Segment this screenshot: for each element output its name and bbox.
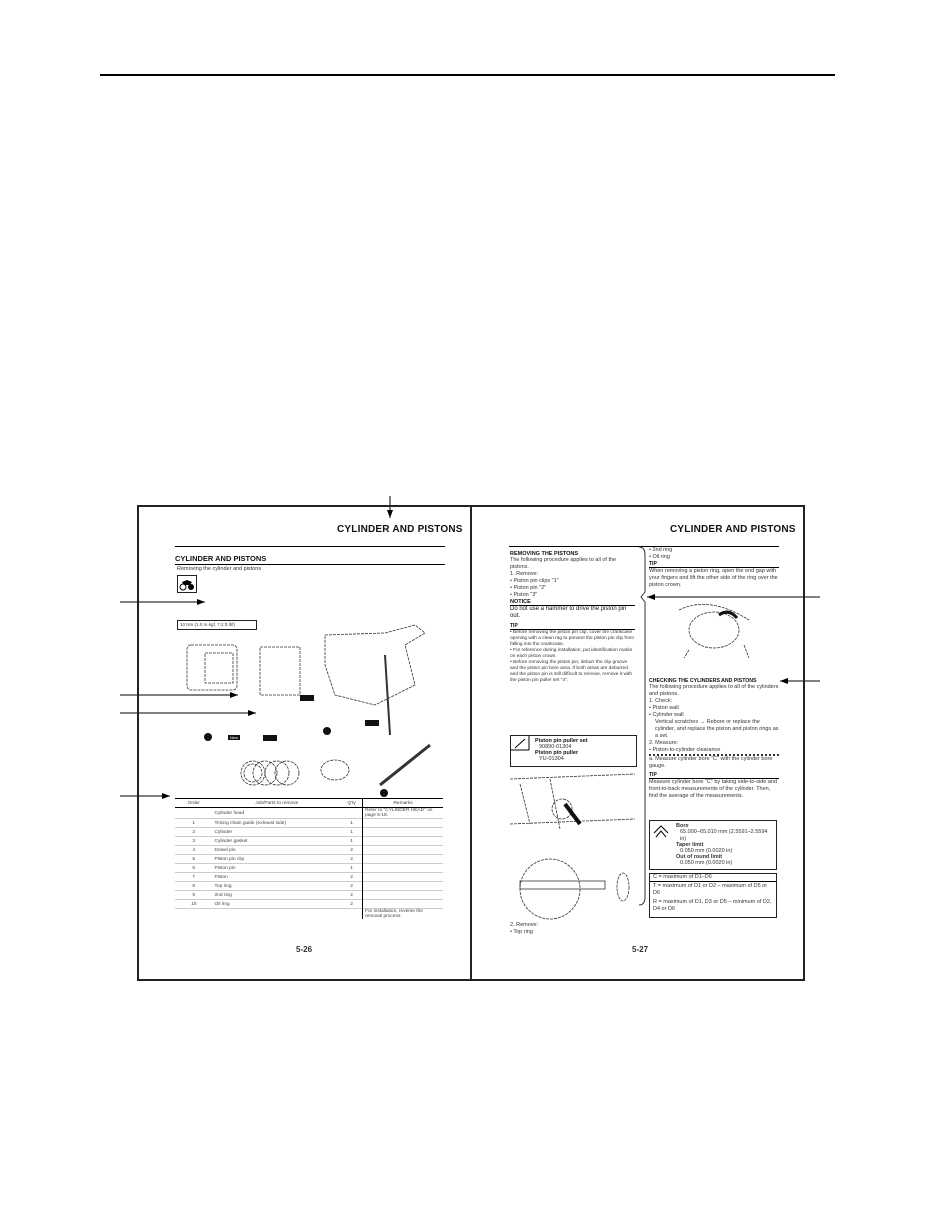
motorcycle-icon: [177, 575, 197, 593]
tool-name: Piston pin puller set: [535, 738, 588, 744]
step: • Piston pin clips "1": [510, 578, 559, 584]
table-row: [175, 873, 443, 882]
cell-remarks: [363, 882, 443, 891]
col-qty: Q'ty: [341, 799, 362, 808]
cell-order: [175, 808, 213, 819]
continuation-bracket: [639, 547, 649, 907]
tip-text: When removing a piston ring, open the end gap with your fingers and lift the other side of the ring over the piston crown.: [649, 568, 778, 588]
spec-value: 0.050 mm (0.0020 in): [680, 860, 733, 866]
cell-remarks: [363, 846, 443, 855]
cell-qty: 1: [341, 864, 362, 873]
cell-order: 7: [175, 873, 213, 882]
table-row: [175, 837, 443, 846]
cell-qty: 2: [341, 900, 362, 909]
notice-label: NOTICE: [510, 599, 635, 606]
measure-icon: [652, 823, 670, 839]
cell-qty: 2: [341, 882, 362, 891]
cell-qty: 2: [341, 873, 362, 882]
formula: R = maximum of D1, D3 or D5 – minimum of D2, D4 or D6: [653, 899, 772, 912]
cell-remarks: [363, 819, 443, 828]
cell-remarks: [363, 900, 443, 909]
tip-label: TIP: [649, 772, 779, 779]
cell-part: Piston pin clip: [213, 855, 342, 864]
step: 1. Check:: [649, 698, 673, 704]
step: a. Measure cylinder bore "C" with the cylinder bore gauge.: [649, 756, 773, 769]
col-order: Order: [175, 799, 213, 808]
cell-remarks: For installation, reverse the removal process.: [363, 909, 443, 920]
cell-qty: 1: [341, 837, 362, 846]
table-row: [175, 808, 443, 819]
cell-qty: 2: [341, 846, 362, 855]
cell-order: 3: [175, 837, 213, 846]
piston-ring-diagram: [659, 600, 769, 660]
page-divider: [470, 507, 472, 979]
removing-title: REMOVING THE PISTONS: [510, 551, 579, 557]
tip-label: TIP: [649, 561, 779, 568]
cell-part: Piston pin: [213, 864, 342, 873]
cell-qty: [341, 909, 362, 920]
notice-text: Do not use a hammer to drive the piston pin out.: [510, 606, 627, 619]
step: 1. Remove:: [510, 571, 539, 577]
cell-remarks: Refer to "CYLINDER HEAD" on page 5-18.: [363, 808, 443, 819]
cell-qty: 1: [341, 819, 362, 828]
new-badge: [263, 735, 277, 741]
right-page-number: 5-27: [632, 945, 649, 954]
tip-label: TIP: [510, 623, 635, 630]
cell-part: Timing chain guide (exhaust side): [213, 819, 342, 828]
manual-spread: [137, 505, 805, 981]
right-column: [649, 547, 779, 589]
cell-part: 2nd ring: [213, 891, 342, 900]
tool-code: YU-01304: [539, 756, 564, 762]
new-badge-label: New: [230, 735, 239, 740]
cell-order: 2: [175, 828, 213, 837]
torque-spec: 10 Nm (1.0 m·kgf, 7.2 ft·lbf): [177, 620, 257, 630]
cell-order: 9: [175, 891, 213, 900]
step: 2. Measure:: [649, 740, 679, 746]
cell-part: Cylinder gasket: [213, 837, 342, 846]
cell-remarks: [363, 873, 443, 882]
left-running-header: CYLINDER AND PISTONS: [337, 524, 463, 535]
step: • Piston-to-cylinder clearance: [649, 747, 779, 756]
right-running-header: CYLINDER AND PISTONS: [670, 524, 796, 535]
cell-part: Top ring: [213, 882, 342, 891]
cell-qty: 2: [341, 891, 362, 900]
step: • Piston "3": [510, 592, 538, 598]
table-row: [175, 882, 443, 891]
tool-icon: [511, 736, 529, 766]
spec-value: 65.000–65.010 mm (2.5591–2.5594 in): [680, 829, 768, 842]
checking-intro: The following procedure applies to all of the cylinders and pistons.: [649, 684, 779, 697]
cell-qty: 2: [341, 855, 362, 864]
cell-part: [213, 909, 342, 920]
tip-item: • For reference during installation, put identification marks on each piston crown.: [510, 648, 633, 659]
tip-text: Measure cylinder bore "C" by taking side-to-side and front-to-back measurements of the cylinder. Then, find the average of the measurements.: [649, 779, 778, 799]
special-tool-box: [510, 735, 637, 767]
exploded-view-diagram: [175, 625, 445, 795]
cell-remarks: [363, 891, 443, 900]
cell-remarks: [363, 864, 443, 873]
cell-part: Cylinder: [213, 828, 342, 837]
removing-pistons-section: [510, 551, 635, 684]
formula: C = maximum of D1–D6: [650, 874, 776, 882]
table-row: [175, 900, 443, 909]
checking-section: [649, 678, 779, 800]
formula: T = maximum of D1 or D2 – maximum of D5 or D6: [653, 883, 768, 896]
cell-order: 4: [175, 846, 213, 855]
cell-remarks: [363, 828, 443, 837]
cell-order: 5: [175, 855, 213, 864]
step: 2. Remove:: [510, 922, 539, 928]
left-page-number: 5-26: [296, 945, 313, 954]
cell-order: 6: [175, 864, 213, 873]
table-row: [175, 864, 443, 873]
step: Vertical scratches → Rebore or replace the cylinder, and replace the piston and piston rings as a set.: [655, 719, 779, 739]
cell-part: Dowel pin: [213, 846, 342, 855]
step: • Piston pin "2": [510, 585, 547, 591]
formula-box: [649, 873, 777, 918]
step: • Cylinder wall: [649, 712, 684, 718]
cell-part: Oil ring: [213, 900, 342, 909]
tip-item: • Before removing the piston pin, deburr the clip groove and the piston pin bore area. If both areas are deburred and the piston pin is still difficult to remove, remove it with the piston pin puller set "4".: [510, 660, 633, 683]
spec-label: Bore: [676, 823, 689, 829]
cell-remarks: [363, 855, 443, 864]
spec-value: 0.050 mm (0.0020 in): [680, 848, 733, 854]
col-remarks: Remarks: [363, 799, 443, 808]
spec-box: [649, 820, 777, 870]
cell-qty: 1: [341, 828, 362, 837]
removing-intro: The following procedure applies to all of the pistons.: [510, 557, 617, 570]
left-section-title: CYLINDER AND PISTONS: [175, 554, 267, 563]
spec-label: Out of round limit: [676, 854, 723, 860]
parts-table: [175, 798, 443, 919]
step: • Piston wall: [649, 705, 679, 711]
cell-remarks: [363, 837, 443, 846]
table-row: [175, 891, 443, 900]
table-row: [175, 909, 443, 920]
step: • Top ring: [510, 929, 533, 935]
checking-title: CHECKING THE CYLINDERS AND PISTONS: [649, 678, 757, 684]
table-row: [175, 846, 443, 855]
table-row: [175, 828, 443, 837]
cell-part: Piston: [213, 873, 342, 882]
tool-name: Piston pin puller: [535, 750, 579, 756]
col-part: Job/Parts to remove: [213, 799, 342, 808]
cell-qty: [341, 808, 362, 819]
cell-order: 1: [175, 819, 213, 828]
tip-item: • Before removing the piston pin clip, cover the crankcase opening with a clean rag to prevent the piston pin clip from falling into the crankcase.: [510, 630, 634, 647]
piston-pin-diagrams: [510, 769, 635, 929]
left-subtitle: Removing the cylinder and pistons: [177, 566, 262, 572]
tool-code: 90890-01304: [539, 744, 572, 750]
table-row: [175, 819, 443, 828]
cell-order: [175, 909, 213, 920]
cell-part: Cylinder head: [213, 808, 342, 819]
spec-label: Taper limit: [676, 842, 704, 848]
cell-order: 8: [175, 882, 213, 891]
step: • 2nd ring: [649, 547, 673, 553]
step: • Oil ring: [649, 554, 670, 560]
cell-order: 10: [175, 900, 213, 909]
table-row: [175, 855, 443, 864]
